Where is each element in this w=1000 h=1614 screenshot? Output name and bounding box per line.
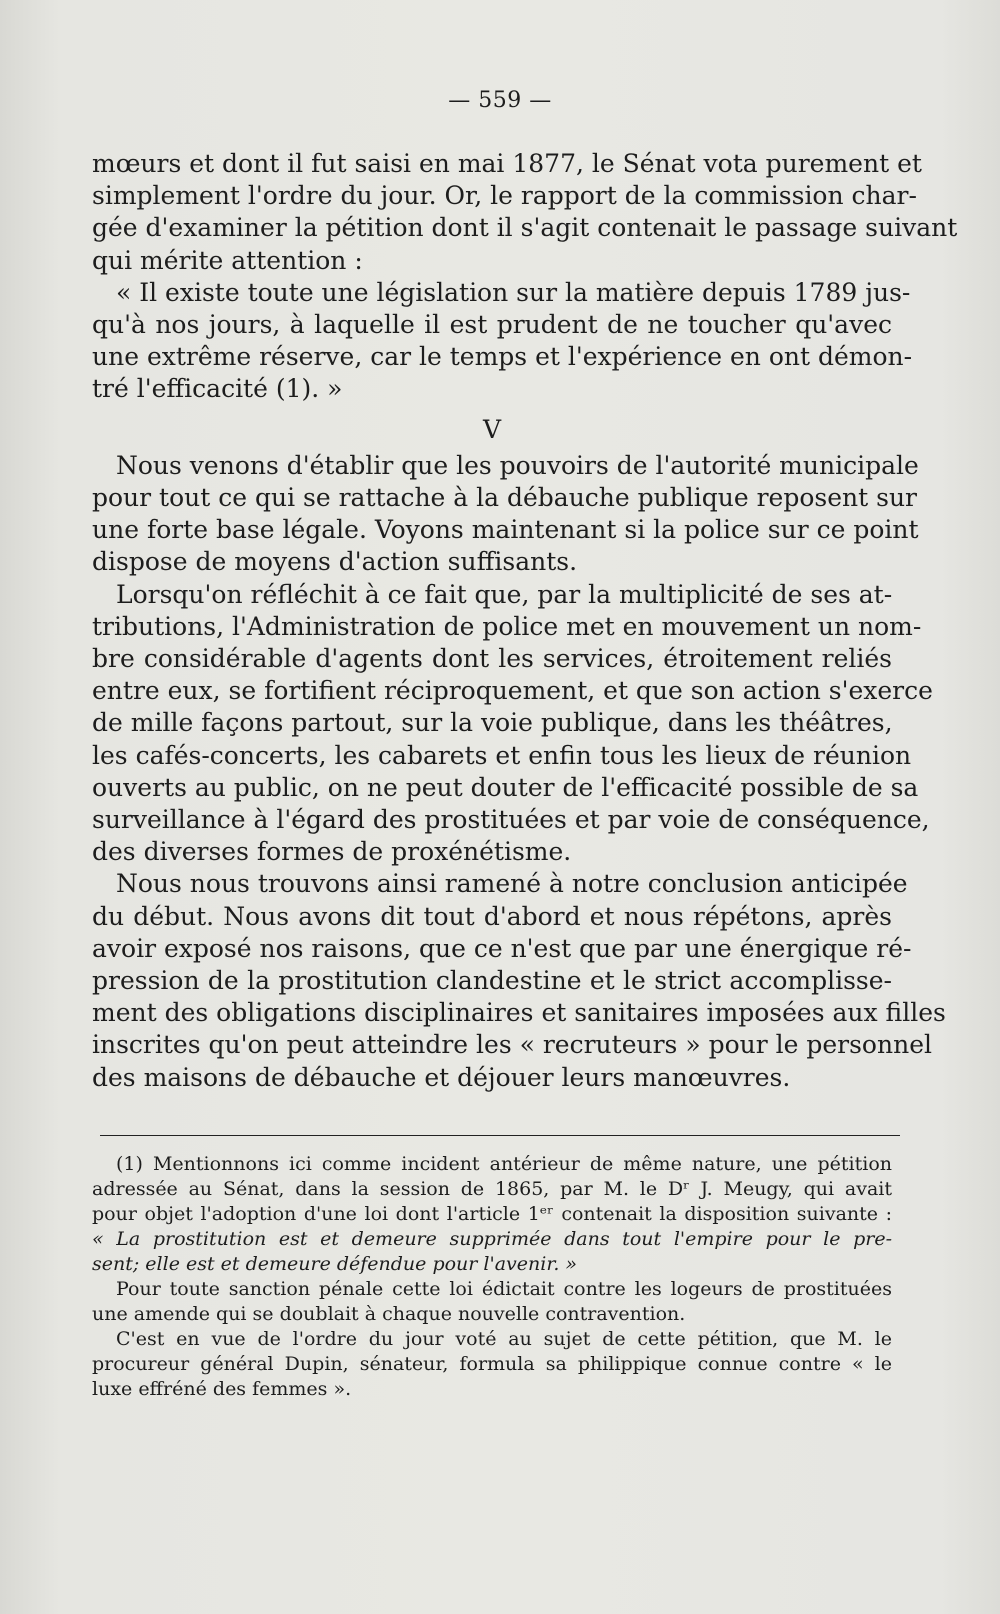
text-line: Lorsqu'on réfléchit à ce fait que, par la multiplicité de ses at- (116, 579, 893, 609)
text-line: Nous nous trouvons ainsi ramené à notre conclusion anticipée (116, 869, 908, 899)
text-line: de mille façons partout, sur la voie publique, dans les théâtres, (92, 708, 893, 738)
text-line: dispose de moyens d'action suffisants. (92, 547, 578, 577)
quote-line: qu'à nos jours, à laquelle il est prudent de ne toucher qu'avec (92, 310, 892, 340)
text-line: simplement l'ordre du jour. Or, le rapport de la commission char- (92, 181, 917, 211)
text-line: gée d'examiner la pétition dont il s'agit contenait le passage suivant (92, 213, 958, 243)
page-number: — 559 — (448, 88, 552, 113)
text-line: ouverts au public, on ne peut douter de l'efficacité possible de sa (92, 772, 919, 802)
quote-line: « Il existe toute une législation sur la matière depuis 1789 jus- (116, 277, 911, 307)
footnote-divider (100, 1135, 900, 1136)
text-line: Nous venons d'établir que les pouvoirs de l'autorité municipale (116, 450, 919, 480)
text-line: inscrites qu'on peut atteindre les « recruteurs » pour le personnel (92, 1030, 932, 1060)
footnote-italic-line: « La prostitution est et demeure supprimée dans tout l'empire pour le pre- (92, 1228, 892, 1250)
text-line: des maisons de débauche et déjouer leurs manœuvres. (92, 1062, 791, 1092)
text-line: entre eux, se fortifient réciproquement, et que son action s'exerce (92, 676, 933, 706)
footnote-italic-line: sent; elle est et demeure défendue pour l'avenir. » (92, 1253, 578, 1275)
text-line: pression de la prostitution clandestine et le strict accomplisse- (92, 966, 892, 996)
footnote (92, 1152, 892, 1402)
main-text (92, 148, 958, 1094)
text-line: les cafés-concerts, les cabarets et enfin tous les lieux de réunion (92, 740, 912, 770)
quote-line: une extrême réserve, car le temps et l'expérience en ont démon- (92, 342, 913, 372)
text-line: tributions, l'Administration de police met en mouvement un nom- (92, 611, 922, 641)
footnote-line: une amende qui se doublait à chaque nouvelle contravention. (92, 1303, 686, 1325)
text-line: une forte base légale. Voyons maintenant si la police sur ce point (92, 515, 919, 545)
text-line: avoir exposé nos raisons, que ce n'est que par une énergique ré- (92, 933, 912, 963)
text-line: du début. Nous avons dit tout d'abord et nous répétons, après (92, 901, 892, 931)
footnote-line: Pour toute sanction pénale cette loi édictait contre les logeurs de prostituées (116, 1278, 892, 1300)
text-line: pour tout ce qui se rattache à la débauche publique reposent sur (92, 483, 917, 513)
footnote-line: adressée au Sénat, dans la session de 1865, par M. le Dʳ J. Meugy, qui avait (92, 1178, 892, 1200)
footnote-line: procureur général Dupin, sénateur, formula sa philippique connue contre « le (92, 1353, 892, 1375)
section-heading: V (482, 414, 502, 444)
text-line: ment des obligations disciplinaires et sanitaires imposées aux filles (92, 998, 946, 1028)
text-line: des diverses formes de proxénétisme. (92, 837, 572, 867)
text-line: mœurs et dont il fut saisi en mai 1877, le Sénat vota purement et (92, 149, 922, 178)
footnote-line: pour objet l'adoption d'une loi dont l'article 1ᵉʳ contenait la disposition suivante : (92, 1203, 892, 1225)
text-line: bre considérable d'agents dont les services, étroitement reliés (92, 644, 892, 674)
text-line: qui mérite attention : (92, 245, 363, 275)
footnote-line: luxe effréné des femmes ». (92, 1378, 352, 1400)
footnote-line: C'est en vue de l'ordre du jour voté au sujet de cette pétition, que M. le (116, 1328, 892, 1350)
text-line: surveillance à l'égard des prostituées et par voie de conséquence, (92, 805, 930, 835)
footnote-line: (1) Mentionnons ici comme incident antérieur de même nature, une pétition (116, 1153, 892, 1175)
quote-line: tré l'efficacité (1). » (92, 374, 343, 404)
